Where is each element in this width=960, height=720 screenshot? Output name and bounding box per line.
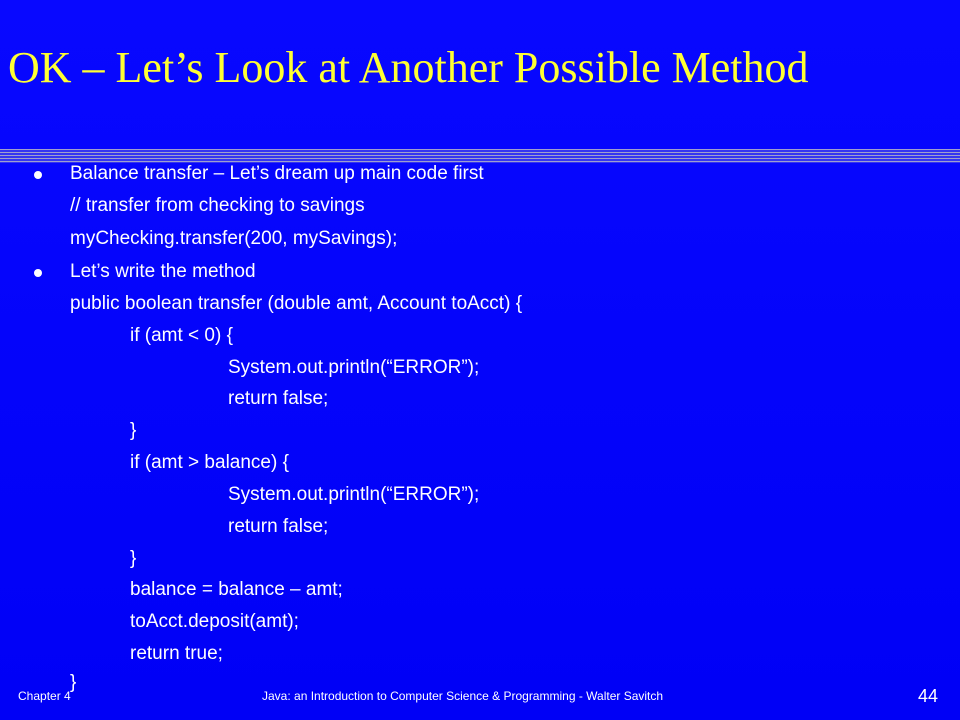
page-number: 44 bbox=[918, 686, 939, 706]
bullet-icon bbox=[34, 171, 42, 179]
code-line: return false; bbox=[228, 388, 329, 409]
code-line: return true; bbox=[130, 643, 223, 664]
bullet-icon bbox=[34, 269, 42, 277]
bullet-text: Balance transfer – Let’s dream up main code first bbox=[70, 163, 484, 184]
code-line: myChecking.transfer(200, mySavings); bbox=[70, 228, 398, 249]
code-line: // transfer from checking to savings bbox=[70, 195, 365, 216]
code-line: toAcct.deposit(amt); bbox=[130, 611, 299, 632]
code-line: } bbox=[70, 672, 77, 693]
footer-chapter: Chapter 4 bbox=[18, 689, 71, 703]
code-line: System.out.println(“ERROR”); bbox=[228, 484, 480, 505]
code-line: } bbox=[130, 548, 137, 569]
code-line: public boolean transfer (double amt, Account toAcct) { bbox=[70, 293, 523, 314]
code-line: if (amt < 0) { bbox=[130, 325, 233, 346]
bullet-text: Let’s write the method bbox=[70, 261, 256, 282]
slide-title: OK – Let’s Look at Another Possible Method bbox=[8, 43, 809, 92]
code-line: if (amt > balance) { bbox=[130, 452, 289, 473]
title-divider bbox=[0, 149, 960, 163]
code-line: } bbox=[130, 420, 137, 441]
code-line: balance = balance – amt; bbox=[130, 579, 343, 600]
code-line: System.out.println(“ERROR”); bbox=[228, 357, 480, 378]
code-line: return false; bbox=[228, 516, 329, 537]
footer-course: Java: an Introduction to Computer Science & Programming - Walter Savitch bbox=[262, 689, 664, 703]
